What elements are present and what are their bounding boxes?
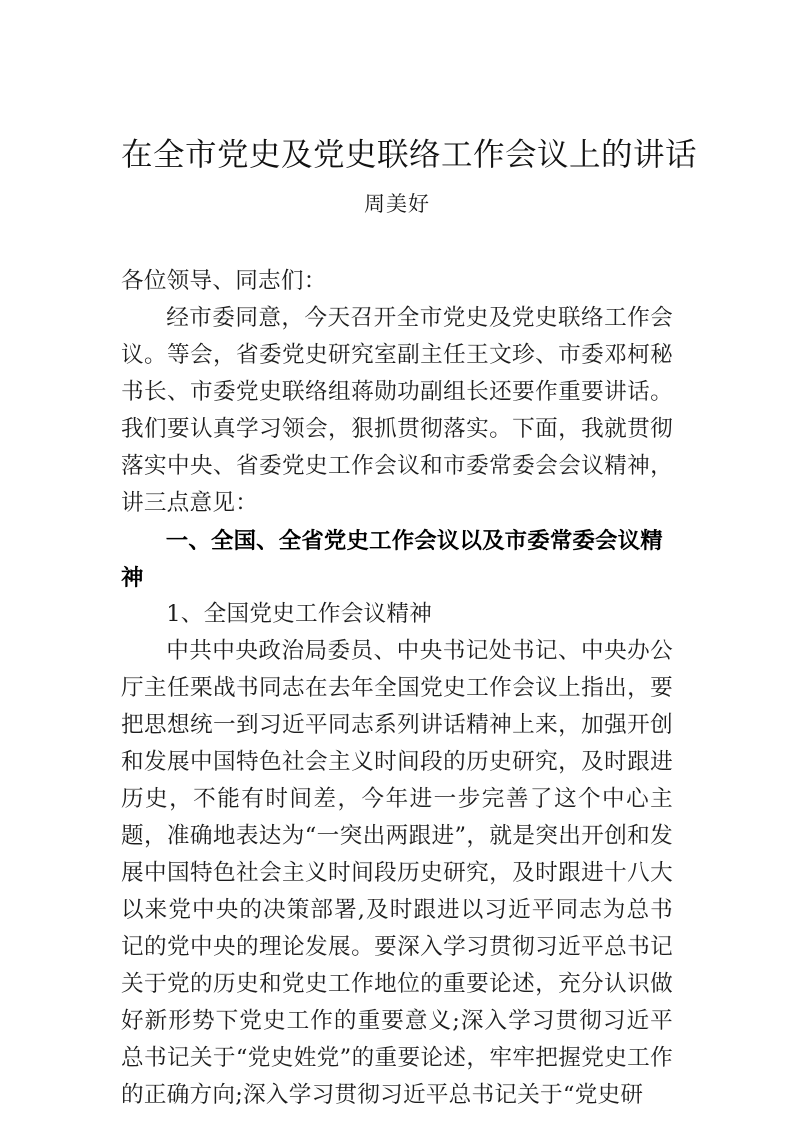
salutation-line: 各位领导、同志们： [121,268,327,294]
paragraph-body-1: 中共中央政治局委员、中央书记处书记、中央办公厅主任栗战书同志在去年全国党史工作会议上指出，要把思想统一到习近平同志系列讲话精神上来，加强开创和发展中国特色社会主义时间段的历史研究，及时跟进历史，不能有时间差，今年进一步完善了这个中心主题，准确地表达为“一突出两跟进”，就是突出开创和发展中国特色社会主义时间段历史研究，及时跟进十八大以来党中央的决策部署,及时跟进以习近平同志为总书记的党中央的理论发展。要深入学习贯彻习近平总书记关于党的历史和党史工作地位的重要论述，充分认识做好新形势下党史工作的重要意义;深入学习贯彻习近平总书记关于“党史姓党”的重要论述，牢牢把握党史工作的正确方向;深入学习贯彻习近平总书记关于“党史研 [121,638,673,1108]
document-body [121,219,673,1114]
paragraph-opening: 经市委同意，今天召开全市党史及党史联络工作会议。等会，省委党史研究室副主任王文珍、市委邓柯秘书长、市委党史联络组蒋勋功副组长还要作重要讲话。我们要认真学习领会，狠抓贯彻落实。下面，我就贯彻落实中央、省委党史工作会议和市委常委会会议精神，讲三点意见： [121,305,673,516]
page-title: 在全市党史及党史联络工作会议上的讲话 [121,137,698,172]
subsection-heading-1: 1、全国党史工作会议精神 [166,601,433,627]
section-heading-1: 一、全国、全省党史工作会议以及市委常委会议精神 [121,528,663,590]
document-content [121,0,698,1114]
document-author: 周美好 [364,192,430,216]
